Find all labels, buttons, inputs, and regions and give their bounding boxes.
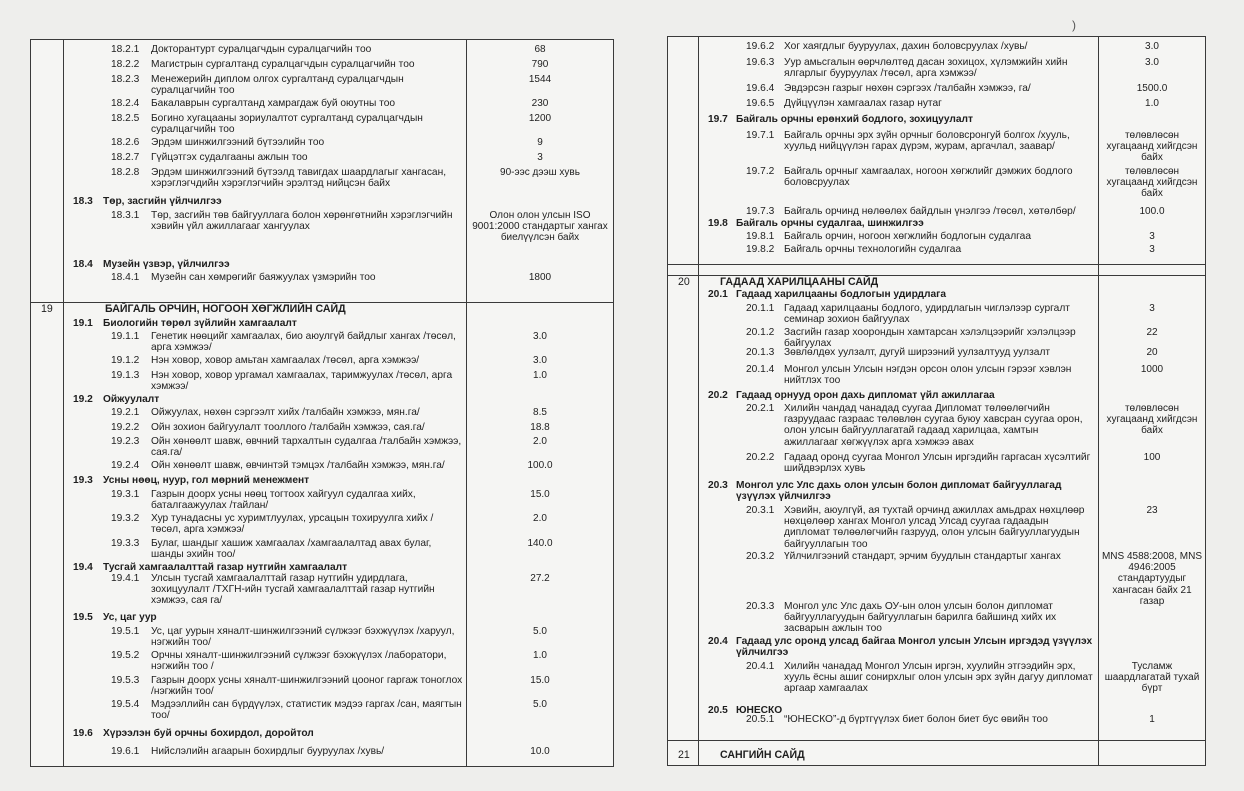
row-value: Олон олон улсын ISO 9001:2000 стандартыг хангах биелүүлсэн байх xyxy=(472,210,608,244)
scan-mark: ) xyxy=(1072,18,1076,32)
row-value: 1500.0 xyxy=(1136,83,1168,94)
row-value: 1.0 xyxy=(533,650,547,661)
row-text: Гадаад харилцааны бодлогын удирдлага xyxy=(736,289,947,300)
row-value: Тусламж шаардлагатай тухай бүрт xyxy=(1104,661,1200,695)
row-number: 19.7.2 xyxy=(746,166,775,177)
row-text: Байгаль орчны судалгаа, шинжилгээ xyxy=(736,218,924,229)
row-text: Эрдэм шинжилгээний бүтээлийн тоо xyxy=(151,137,325,148)
row-value: 1800 xyxy=(528,272,552,283)
row-value: 3 xyxy=(537,152,543,163)
row-value: 68 xyxy=(534,44,546,55)
row-text: Докторантурт суралцагчдын суралцагчийн тоо xyxy=(151,44,372,55)
column-divider xyxy=(1098,37,1099,765)
row-number: 19.6.2 xyxy=(746,41,775,52)
row-number: 20.2.1 xyxy=(746,403,775,414)
row-value: 5.0 xyxy=(533,626,547,637)
row-number: 19.6.4 xyxy=(746,83,775,94)
column-divider xyxy=(63,40,64,766)
row-value: 5.0 xyxy=(533,699,547,710)
row-text: Ойн хөнөөлт шавж, өвчинтэй тэмцэх /талбайн хэмжээ, мян.га/ xyxy=(151,460,445,471)
row-number: 19.1.1 xyxy=(111,331,140,342)
row-value: төлөвлөсөн хугацаанд хийгдсэн байх xyxy=(1106,130,1198,164)
row-number: 18.2.3 xyxy=(111,74,140,85)
row-text: Байгаль орчны ерөнхий бодлого, зохицуулалт xyxy=(736,114,973,125)
row-text: Магистрын сургалтанд суралцагчдын суралцагчийн тоо xyxy=(151,59,415,70)
row-text: Мэдээллийн сан бүрдүүлэх, статистик мэдээ гаргах /сан, маягтын тоо/ xyxy=(151,699,462,722)
row-value: 90-ээс дээш хувь xyxy=(500,167,580,178)
row-value: 22 xyxy=(1146,327,1158,338)
row-value: 230 xyxy=(531,98,549,109)
row-text: Байгаль орчны эрх зүйн орчныг боловсронгуй болгох /хууль, хуульд нийцүүлэн гарах дүрэм, журам, аргачлал, заавар/ xyxy=(784,130,1070,153)
row-text: Дүйцүүлэн хамгаалах газар нутаг xyxy=(784,98,942,109)
row-text: Ус, цаг уурын хяналт-шинжилгээний сүлжээг бэхжүүлэх /харуул, нэгжийн тоо/ xyxy=(151,626,455,649)
row-number: 20.1 xyxy=(708,289,728,300)
row-text: ЮНЕСКО xyxy=(736,705,783,716)
row-text: Монгол улс Улс дахь ОУ-ын олон улсын болон дипломат байгууллагуудын байгууллагын барилга байшинд хийх их засварын ажлын тоо xyxy=(784,601,1057,635)
row-text: Менежерийн диплом олгох сургалтанд суралцагчдын суралцагчийн тоо xyxy=(151,74,404,97)
row-value: төлөвлөсөн хугацаанд хийгдсэн байх xyxy=(1106,403,1198,437)
row-value: 18.8 xyxy=(530,422,550,433)
row-number: 19.5.3 xyxy=(111,675,140,686)
row-number: 19.4 xyxy=(73,562,93,573)
row-text: Байгаль орчныг хамгаалах, ногоон хөгжлийг дэмжих бодлого боловсруулах xyxy=(784,166,1073,189)
row-number: 18.2.5 xyxy=(111,113,140,124)
row-number: 21 xyxy=(678,749,690,761)
row-value: 2.0 xyxy=(533,513,547,524)
row-value: 3 xyxy=(1149,244,1155,255)
row-number: 20.3.2 xyxy=(746,551,775,562)
row-text: Газрын доорх усны хяналт-шинжилгээний цооног гаргаж тоноглох /нэгжийн тоо/ xyxy=(151,675,463,698)
row-value: 8.5 xyxy=(533,407,547,418)
row-number: 20.1.2 xyxy=(746,327,775,338)
row-value: 3 xyxy=(1149,231,1155,242)
row-text: Биологийн төрөл зүйлийн хамгаалалт xyxy=(103,318,297,329)
row-text: Ойн зохион байгуулалт тооллого /талбайн хэмжээ, сая.га/ xyxy=(151,422,425,433)
row-text: Генетик нөөцийг хамгаалах, био аюулгүй байдлыг хангах /төсөл, арга хэмжээ/ xyxy=(151,331,456,354)
row-value: 27.2 xyxy=(530,573,550,584)
row-value: 23 xyxy=(1146,505,1158,516)
row-number: 18.3.1 xyxy=(111,210,140,221)
row-number: 20.1.1 xyxy=(746,303,775,314)
row-number: 20.4.1 xyxy=(746,661,775,672)
row-number: 19.6.1 xyxy=(111,746,140,757)
row-text: Нэн ховор, ховор ургамал хамгаалах, таримжуулах /төсөл, арга хэмжээ/ xyxy=(151,370,453,393)
row-number: 19.8 xyxy=(708,218,728,229)
row-number: 18.4.1 xyxy=(111,272,140,283)
row-text: Нэн ховор, ховор амьтан хамгаалах /төсөл, арга хэмжээ/ xyxy=(151,355,420,366)
row-text: Эрдэм шинжилгээний бүтээлд тавигдах шаардлагыг хангасан, хэрэглэгчдийн хэрэглэгчийн эрэлтэд нийцсэн байх xyxy=(151,167,447,190)
row-text: Ус, цаг уур xyxy=(103,612,157,623)
row-text: Засгийн газар хоорондын хамтарсан хэлэлцээрийг хэлэлцээр байгуулах xyxy=(784,327,1076,350)
row-number: 18.2.7 xyxy=(111,152,140,163)
row-number: 20.5 xyxy=(708,705,728,716)
row-text: Байгаль орчин, ногоон хөгжлийн бодлогын судалгаа xyxy=(784,231,1031,242)
row-number: 19.5.1 xyxy=(111,626,140,637)
row-number: 19.4.1 xyxy=(111,573,140,584)
row-number: 20.2.2 xyxy=(746,452,775,463)
row-text: Хилийн чанадад Монгол Улсын иргэн, хуулийн этгээдийн эрх, хууль ёсны ашиг сонирхлыг олон улсын эрх зүйн дагуу дипломат аргаар хамгаалах xyxy=(784,661,1093,695)
row-value: 1 xyxy=(1149,714,1155,725)
row-text: Нийслэлийн агаарын бохирдлыг бууруулах /хувь/ xyxy=(151,746,385,757)
row-number: 20.3.1 xyxy=(746,505,775,516)
row-text: Гадаад оронд суугаа Монгол Улсын иргэдийн гаргасан хүсэлтийг шийдвэрлэх хувь xyxy=(784,452,1091,475)
row-number: 20.5.1 xyxy=(746,714,775,725)
row-number: 19.2 xyxy=(73,394,93,405)
row-text: Хур тунадасны ус хуримтлуулах, урсацын тохируулга хийх /төсөл, арга хэмжээ/ xyxy=(151,513,434,536)
row-value: 3.0 xyxy=(533,355,547,366)
row-number: 20.1.4 xyxy=(746,364,775,375)
row-number: 19.7.1 xyxy=(746,130,775,141)
row-number: 19.3.3 xyxy=(111,538,140,549)
row-text: Зөвлөлдөх уулзалт, дугуй ширээний уулзалтууд уулзалт xyxy=(784,347,1051,358)
row-number: 19.3.2 xyxy=(111,513,140,524)
row-value: 1.0 xyxy=(1145,98,1159,109)
row-number: 19.6.5 xyxy=(746,98,775,109)
row-text: Хүрээлэн буй орчны бохирдол, доройтол xyxy=(103,728,314,739)
row-value: 140.0 xyxy=(527,538,553,549)
row-text: Улсын тусгай хамгаалалттай газар нутгийн удирдлага, зохицуулалт /ТХГН-ийн тусгай хамгаалалттай газар нутгийн хэмжээ, сая га/ xyxy=(151,573,435,607)
row-number: 19.1 xyxy=(73,318,93,329)
row-value: 1000 xyxy=(1140,364,1164,375)
row-number: 19.2.2 xyxy=(111,422,140,433)
row-value: 1.0 xyxy=(533,370,547,381)
row-number: 19 xyxy=(41,303,53,315)
row-text: Булаг, шандыг хашиж хамгаалах /хамгаалалтад авах булаг, шанды эхийн тоо/ xyxy=(151,538,432,561)
row-text: Төр, засгийн үйлчилгээ xyxy=(103,196,222,207)
row-number: 18.2.1 xyxy=(111,44,140,55)
row-value: 15.0 xyxy=(530,489,550,500)
column-divider xyxy=(698,37,699,765)
row-text: Ойн хөнөөлт шавж, өвчний тархалтын судалгаа /талбайн хэмжээ, сая.га/ xyxy=(151,436,462,459)
row-text: Монгол улс Улс дахь олон улсын болон дипломат байгууллагад үзүүлэх үйлчилгээ xyxy=(736,480,1062,503)
row-text: Байгаль орчинд нөлөөлөх байдлын үнэлгээ /төсөл, хөтөлбөр/ xyxy=(784,206,1076,217)
row-number: 19.7 xyxy=(708,114,728,125)
row-text: Эвдэрсэн газрыг нөхөн сэргээх /талбайн хэмжээ, га/ xyxy=(784,83,1031,94)
row-number: 19.5.2 xyxy=(111,650,140,661)
row-number: 19.7.3 xyxy=(746,206,775,217)
row-value: 3 xyxy=(1149,303,1155,314)
row-number: 18.2.6 xyxy=(111,137,140,148)
row-text: Ойжуулах, нөхөн сэргээлт хийх /талбайн хэмжээ, мян.га/ xyxy=(151,407,420,418)
row-number: 18.3 xyxy=(73,196,93,207)
row-value: 3.0 xyxy=(1145,57,1159,68)
row-number: 19.5 xyxy=(73,612,93,623)
row-text: Бакалаврын сургалтанд хамрагдаж буй оюутны тоо xyxy=(151,98,396,109)
row-text: Ойжуулалт xyxy=(103,394,160,405)
row-text: Орчны хяналт-шинжилгээний сүлжээг бэхжүүлэх /лаборатори, нэгжийн тоо / xyxy=(151,650,447,673)
row-number: 20.3 xyxy=(708,480,728,491)
row-text: ГАДААД ХАРИЛЦААНЫ САЙД xyxy=(720,276,879,288)
row-number: 19.2.1 xyxy=(111,407,140,418)
row-text: Хилийн чандад чанадад суугаа Дипломат төлөөлөгчийн газруудаас газраас төлөвлөн суугаа буюу хавсран суугаа орон, олон улсын байгууллагатай гадаад харилцаа, хамтын ажиллагааг хөгжүүлэх арга хэмжээ авах xyxy=(784,403,1083,448)
row-number: 19.3.1 xyxy=(111,489,140,500)
row-value: 15.0 xyxy=(530,675,550,686)
row-text: Үйлчилгээний стандарт, эрчим буудлын стандартыг хангах xyxy=(784,551,1061,562)
row-number: 18.2.8 xyxy=(111,167,140,178)
row-number: 19.5.4 xyxy=(111,699,140,710)
row-value: 790 xyxy=(531,59,549,70)
row-value: 20 xyxy=(1146,347,1158,358)
row-number: 18.2.2 xyxy=(111,59,140,70)
row-text: Хог хаягдлыг бууруулах, дахин боловсруулах /хувь/ xyxy=(784,41,1028,52)
row-number: 19.1.3 xyxy=(111,370,140,381)
row-text: Усны нөөц, нуур, гол мөрний менежмент xyxy=(103,475,310,486)
row-value: 100 xyxy=(1143,452,1161,463)
row-number: 20.4 xyxy=(708,636,728,647)
row-text: Байгаль орчны технологийн судалгаа xyxy=(784,244,962,255)
row-number: 20.2 xyxy=(708,390,728,401)
row-number: 19.3 xyxy=(73,475,93,486)
row-value: 10.0 xyxy=(530,746,550,757)
row-text: САНГИЙН САЙД xyxy=(720,749,805,761)
row-value: 1544 xyxy=(528,74,552,85)
row-value: 100.0 xyxy=(527,460,553,471)
chapter-divider xyxy=(668,264,1205,265)
column-divider xyxy=(466,40,467,766)
row-text: Уур амьсгалын өөрчлөлтөд дасан зохицох, хүлэмжийн хийн ялгарлыг бууруулах /төсөл, арга хэмжээ/ xyxy=(784,57,1068,80)
row-number: 20.1.3 xyxy=(746,347,775,358)
row-value: төлөвлөсөн хугацаанд хийгдсэн байх xyxy=(1106,166,1198,200)
row-number: 20 xyxy=(678,276,690,288)
row-text: Музейн сан хөмрөгийг баяжуулах үзмэрийн тоо xyxy=(151,272,376,283)
row-text: Богино хугацааны зориулалтот сургалтанд суралцагчдын суралцагчийн тоо xyxy=(151,113,423,136)
row-text: Гадаад орнууд орон дахь дипломат үйл ажиллагаа xyxy=(736,390,995,401)
row-text: Гүйцэтгэх судалгааны ажлын тоо xyxy=(151,152,308,163)
row-text: БАЙГАЛЬ ОРЧИН, НОГООН ХӨГЖЛИЙН САЙД xyxy=(105,303,346,315)
row-value: 100.0 xyxy=(1139,206,1165,217)
row-number: 19.8.1 xyxy=(746,231,775,242)
row-number: 20.3.3 xyxy=(746,601,775,612)
chapter-divider xyxy=(668,740,1205,741)
row-text: Монгол улсын Улсын нэгдэн орсон олон улсын гэрээг хэвлэн нийтлэх тоо xyxy=(784,364,1072,387)
row-value: 9 xyxy=(537,137,543,148)
row-text: Газрын доорх усны нөөц тогтоох хайгуул судалгаа хийх, баталгаажуулах /тайлан/ xyxy=(151,489,416,512)
row-text: Хэвийн, аюулгүй, ая тухтай орчинд ажиллах амьдрах нөхцлөөр нөхцөлөөр хангах Монгол улсад Улсад суугаа гадаадын дипломат төлөөлөгчийн газрууд, олон улсын байгууллагуудын байгууллагын тоо xyxy=(784,505,1085,550)
left-page xyxy=(30,39,614,767)
row-number: 19.8.2 xyxy=(746,244,775,255)
row-value: 3.0 xyxy=(533,331,547,342)
row-value: 1200 xyxy=(528,113,552,124)
row-number: 19.6 xyxy=(73,728,93,739)
row-text: Гадаад харилцааны бодлого, удирдлагын чиглэлээр сургалт семинар зохион байгуулах xyxy=(784,303,1070,326)
row-number: 18.4 xyxy=(73,259,93,270)
row-number: 19.1.2 xyxy=(111,355,140,366)
row-number: 18.2.4 xyxy=(111,98,140,109)
row-number: 19.2.4 xyxy=(111,460,140,471)
row-number: 19.2.3 xyxy=(111,436,140,447)
row-value: 2.0 xyxy=(533,436,547,447)
row-text: Төр, засгийн төв байгууллага болон хөрөнгөтнийн хэрэглэгчийн хэвийн үйл ажиллагааг хангуулах xyxy=(151,210,453,233)
row-text: Тусгай хамгаалалттай газар нутгийн хамгаалалт xyxy=(103,562,348,573)
row-number: 19.6.3 xyxy=(746,57,775,68)
right-page xyxy=(667,36,1206,766)
row-text: Гадаад улс оронд улсад байгаа Монгол улсын Улсын иргэдэд үзүүлэх үйлчилгээ xyxy=(736,636,1093,659)
row-text: “ЮНЕСКО”-д бүртгүүлэх биет болон биет бус өвийн тоо xyxy=(784,714,1048,725)
row-text: Музейн үзвэр, үйлчилгээ xyxy=(103,259,230,270)
row-value: MNS 4588:2008, MNS 4946:2005 стандартуудыг хангасан байх 21 газар xyxy=(1101,551,1203,607)
row-value: 3.0 xyxy=(1145,41,1159,52)
